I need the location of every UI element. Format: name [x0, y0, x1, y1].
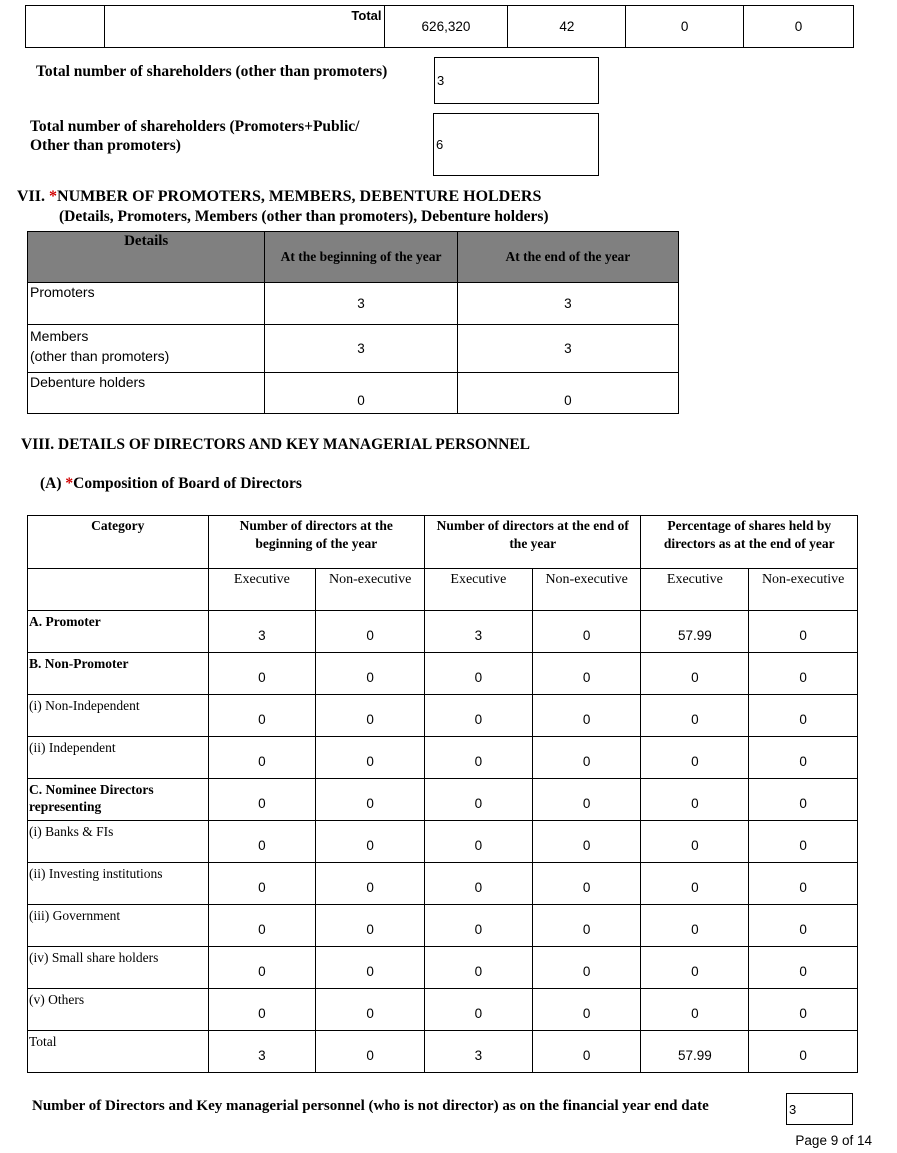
- board-row-value: 0: [532, 1031, 641, 1073]
- top-total-value: 0: [626, 6, 744, 48]
- shareholders-all-label: [30, 117, 359, 155]
- board-row-value: 3: [208, 1031, 316, 1073]
- section7-table: [27, 231, 679, 414]
- board-row-value: 0: [316, 821, 425, 863]
- board-row-value: 0: [532, 905, 641, 947]
- board-row-category: (iii) Government: [28, 905, 209, 947]
- board-row-value: 0: [532, 695, 641, 737]
- board-row-value: 3: [425, 611, 533, 653]
- top-total-table: [25, 5, 854, 48]
- shareholders-all-label-line1: Total number of shareholders (Promoters+Public/: [30, 118, 360, 135]
- section8-subtitle-prefix: (A): [40, 475, 66, 492]
- table-row: [28, 325, 679, 373]
- top-total-empty-cell: [26, 6, 105, 48]
- section7-title: [17, 188, 541, 206]
- board-row-value: 0: [641, 989, 749, 1031]
- section7-row-label: Promoters: [28, 283, 265, 325]
- board-subheader-nonexecutive: [749, 569, 858, 611]
- section7-header-details: [28, 232, 265, 283]
- board-row-category: (v) Others: [28, 989, 209, 1031]
- board-row-category: (ii) Investing institutions: [28, 863, 209, 905]
- board-header-category-label: Category: [91, 518, 145, 533]
- section7-row-label-line1: Members: [30, 328, 89, 344]
- table-row: [28, 283, 679, 325]
- board-row-category: (i) Non-Independent: [28, 695, 209, 737]
- board-row-value: 0: [749, 863, 858, 905]
- board-row-value: 0: [641, 653, 749, 695]
- board-row-category: C. Nominee Directors representing: [28, 779, 209, 821]
- section7-title-text: NUMBER OF PROMOTERS, MEMBERS, DEBENTURE HOLDERS: [57, 188, 542, 205]
- board-row-value: 0: [425, 695, 533, 737]
- board-row-value: 0: [749, 737, 858, 779]
- table-row: [28, 947, 858, 989]
- top-total-value: 42: [508, 6, 626, 48]
- table-row: [28, 373, 679, 414]
- board-header-group1: [208, 516, 424, 569]
- board-row-value: 0: [425, 779, 533, 821]
- required-star: *: [49, 188, 58, 205]
- board-subheader-nonexecutive: [532, 569, 641, 611]
- kmp-count-field[interactable]: 3: [786, 1093, 853, 1125]
- top-total-label: Total: [351, 8, 382, 23]
- top-total-value: 626,320: [384, 6, 508, 48]
- board-row-value: 0: [208, 863, 316, 905]
- board-row-category: B. Non-Promoter: [28, 653, 209, 695]
- board-row-value: 0: [532, 779, 641, 821]
- board-header-group3: [641, 516, 858, 569]
- board-row-value: 0: [532, 863, 641, 905]
- section7-header-details-label: Details: [124, 233, 169, 249]
- section7-row-begin: 0: [265, 373, 457, 414]
- board-row-value: 0: [749, 989, 858, 1031]
- board-subheader-empty: [28, 569, 209, 611]
- section7-header-end: [457, 232, 678, 283]
- table-row: [28, 821, 858, 863]
- shareholders-other-label: Total number of shareholders (other than promoters): [36, 63, 388, 80]
- board-row-value: 0: [749, 821, 858, 863]
- section7-header-begin-label: At the beginning of the year: [280, 249, 442, 264]
- board-row-value: 0: [208, 989, 316, 1031]
- board-row-value: 0: [425, 821, 533, 863]
- board-row-value: 57.99: [641, 611, 749, 653]
- board-row-value: 0: [749, 695, 858, 737]
- kmp-label: Number of Directors and Key managerial personnel (who is not director) as on the financial year end date: [32, 1098, 709, 1114]
- board-row-category: (iv) Small share holders: [28, 947, 209, 989]
- board-row-value: 0: [208, 905, 316, 947]
- board-row-value: 0: [316, 989, 425, 1031]
- board-row-value: 0: [641, 695, 749, 737]
- board-header-group3-label: Percentage of shares held by directors as at the end of year: [663, 518, 835, 551]
- section8-subtitle-text: Composition of Board of Directors: [73, 475, 302, 492]
- board-row-value: 0: [316, 863, 425, 905]
- board-row-value: 0: [641, 905, 749, 947]
- board-row-value: 0: [425, 653, 533, 695]
- board-row-category: A. Promoter: [28, 611, 209, 653]
- board-subheader-nonexecutive-label: Non-executive: [545, 572, 628, 587]
- board-row-value: 0: [532, 947, 641, 989]
- board-row-value: 57.99: [641, 1031, 749, 1073]
- section8-subtitle: [40, 475, 302, 493]
- board-row-value: 0: [208, 653, 316, 695]
- board-row-value: 0: [641, 737, 749, 779]
- board-row-value: 0: [425, 737, 533, 779]
- board-row-value: 0: [316, 947, 425, 989]
- board-row-value: 0: [425, 863, 533, 905]
- section7-row-label-line2: (other than promoters): [30, 348, 170, 364]
- shareholders-all-label-line2: Other than promoters): [30, 137, 181, 154]
- board-row-value: 0: [641, 947, 749, 989]
- table-row: [28, 989, 858, 1031]
- top-total-value: 0: [744, 6, 854, 48]
- board-row-value: 0: [425, 989, 533, 1031]
- board-row-value: 0: [749, 905, 858, 947]
- board-row-value: 0: [208, 695, 316, 737]
- top-total-label-cell: [104, 6, 384, 48]
- board-header-category: [28, 516, 209, 569]
- board-subheader-executive-label: Executive: [233, 572, 290, 587]
- board-row-value: 0: [316, 695, 425, 737]
- board-row-value: 0: [641, 779, 749, 821]
- page-number: Page 9 of 14: [795, 1133, 872, 1148]
- board-header-group2-label: Number of directors at the end of the year: [436, 518, 629, 551]
- section7-header-end-label: At the end of the year: [505, 249, 631, 264]
- required-star: *: [65, 475, 74, 492]
- board-row-value: 0: [316, 611, 425, 653]
- section7-header-begin: [265, 232, 457, 283]
- board-row-value: 0: [208, 779, 316, 821]
- board-row-value: 0: [532, 737, 641, 779]
- board-row-category: (i) Banks & FIs: [28, 821, 209, 863]
- board-row-category: (ii) Independent: [28, 737, 209, 779]
- table-row: [28, 1031, 858, 1073]
- shareholders-other-field[interactable]: 3: [434, 57, 599, 104]
- table-row: [28, 737, 858, 779]
- board-row-value: 0: [316, 779, 425, 821]
- board-row-value: 0: [749, 947, 858, 989]
- board-row-value: 0: [532, 989, 641, 1031]
- section7-row-end: 3: [457, 325, 678, 373]
- board-row-value: 0: [316, 653, 425, 695]
- board-row-value: 0: [532, 611, 641, 653]
- section7-row-begin: 3: [265, 325, 457, 373]
- board-header-group2: [425, 516, 641, 569]
- board-row-value: 3: [425, 1031, 533, 1073]
- table-row: [28, 653, 858, 695]
- section7-row-end: 0: [457, 373, 678, 414]
- shareholders-all-field[interactable]: 6: [433, 113, 599, 176]
- board-row-value: 0: [749, 1031, 858, 1073]
- table-row: [28, 905, 858, 947]
- board-row-value: 0: [425, 905, 533, 947]
- board-subheader-executive: [641, 569, 749, 611]
- table-row: [28, 779, 858, 821]
- board-row-value: 0: [208, 947, 316, 989]
- board-subheader-nonexecutive: [316, 569, 425, 611]
- board-rows: [28, 611, 858, 1073]
- board-row-value: 0: [316, 905, 425, 947]
- board-composition-table: [27, 515, 858, 1073]
- board-row-value: 0: [208, 737, 316, 779]
- board-subheader-executive-label: Executive: [666, 572, 723, 587]
- board-row-value: 0: [532, 821, 641, 863]
- board-row-value: 0: [749, 653, 858, 695]
- table-row: [28, 611, 858, 653]
- board-row-value: 0: [316, 737, 425, 779]
- board-row-value: 0: [425, 947, 533, 989]
- table-row: [28, 863, 858, 905]
- board-subheader-nonexecutive-label: Non-executive: [761, 572, 845, 587]
- table-row: [28, 695, 858, 737]
- board-row-value: 0: [316, 1031, 425, 1073]
- board-row-category: Total: [28, 1031, 209, 1073]
- board-row-value: 0: [749, 779, 858, 821]
- section7-title-prefix: VII.: [17, 188, 50, 205]
- section8-title: VIII. DETAILS OF DIRECTORS AND KEY MANAGERIAL PERSONNEL: [21, 436, 531, 453]
- board-row-value: 0: [208, 821, 316, 863]
- board-subheader-executive: [425, 569, 533, 611]
- board-row-value: 0: [641, 863, 749, 905]
- section7-row-end: 3: [457, 283, 678, 325]
- section7-row-label: [28, 325, 265, 373]
- board-row-value: 0: [532, 653, 641, 695]
- board-subheader-nonexecutive-label: Non-executive: [328, 572, 412, 587]
- board-header-group1-label: Number of directors at the beginning of the year: [239, 518, 393, 551]
- section7-subtitle: (Details, Promoters, Members (other than promoters), Debenture holders): [59, 208, 549, 225]
- section7-row-begin: 3: [265, 283, 457, 325]
- board-subheader-executive: [208, 569, 316, 611]
- section7-row-label: Debenture holders: [28, 373, 265, 414]
- board-subheader-executive-label: Executive: [450, 572, 507, 587]
- board-row-value: 0: [641, 821, 749, 863]
- board-row-value: 3: [208, 611, 316, 653]
- board-row-value: 0: [749, 611, 858, 653]
